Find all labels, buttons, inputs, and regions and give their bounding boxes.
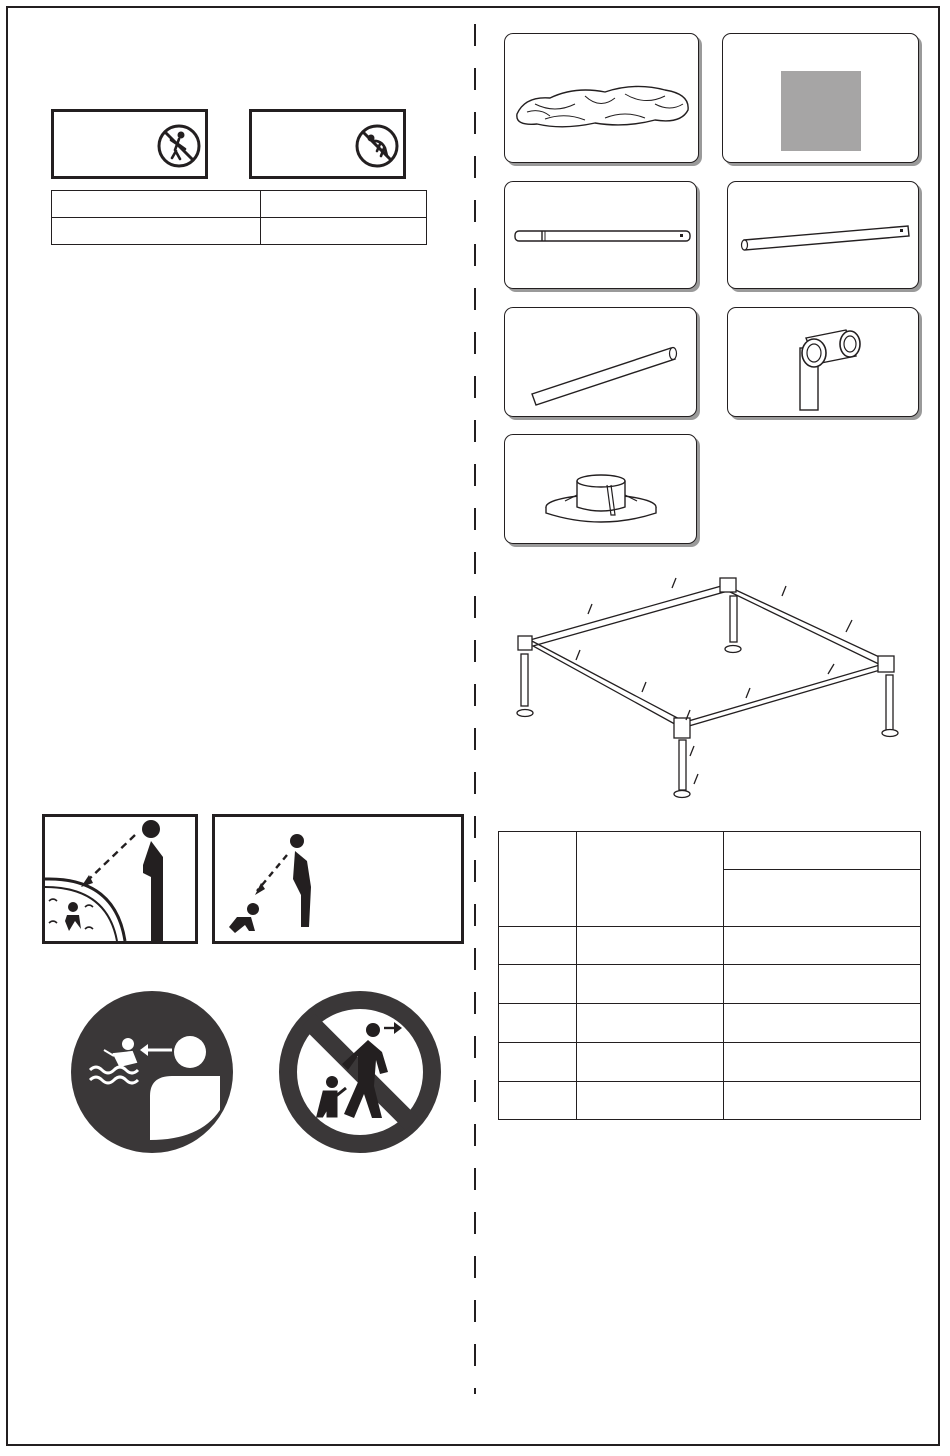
spec-cell [499, 927, 577, 965]
leg-cap-icon [505, 435, 697, 544]
horizontal-beam-b-icon [728, 182, 919, 289]
no-jumping-icon [353, 122, 401, 170]
spec-cell [499, 965, 577, 1004]
spec-cell [724, 1043, 921, 1082]
no-jumping-sign [249, 109, 406, 179]
corner-joint-icon [728, 308, 919, 417]
supervise-child-icon [215, 817, 339, 941]
spec-header-cell [499, 832, 577, 927]
dashed-divider [474, 24, 476, 1394]
horizontal-beam-a-icon [505, 182, 697, 289]
repair-patch-icon [723, 34, 919, 163]
spec-header-cell [577, 832, 724, 927]
spec-header-cell [724, 870, 921, 927]
spec-cell [577, 1082, 724, 1120]
part-leg-cap [504, 434, 697, 544]
part-leg [504, 307, 697, 417]
part-beam-b [727, 181, 919, 289]
small-table [51, 190, 427, 245]
child-supervision-pictogram [212, 814, 464, 944]
supervise-pool-pictogram [42, 814, 198, 944]
small-table-cell [52, 191, 261, 218]
no-diving-icon [155, 122, 203, 170]
keep-eye-on-child-icon [70, 990, 234, 1154]
small-table-cell [52, 218, 261, 245]
spec-cell [724, 927, 921, 965]
spec-cell [577, 1004, 724, 1043]
spec-cell [577, 1043, 724, 1082]
part-beam-a [504, 181, 697, 289]
part-patch [722, 33, 919, 163]
spec-cell [499, 1004, 577, 1043]
part-liner [504, 33, 699, 163]
spec-cell [577, 965, 724, 1004]
spec-header-cell [724, 832, 921, 870]
spec-cell [499, 1043, 577, 1082]
pool-frame-assembly-icon [500, 570, 920, 800]
spec-cell [724, 965, 921, 1004]
vertical-leg-icon [505, 308, 697, 417]
spec-table [498, 831, 921, 1120]
spec-cell [577, 927, 724, 965]
no-leaving-child-unattended-icon [278, 990, 442, 1154]
small-table-cell [261, 191, 427, 218]
no-diving-sign [51, 109, 208, 179]
small-table-cell [261, 218, 427, 245]
spec-cell [724, 1004, 921, 1043]
spec-cell [499, 1082, 577, 1120]
watch-child-in-pool-icon [45, 817, 195, 941]
spec-cell [724, 1082, 921, 1120]
part-corner-joint [727, 307, 919, 417]
pool-liner-icon [505, 34, 699, 163]
